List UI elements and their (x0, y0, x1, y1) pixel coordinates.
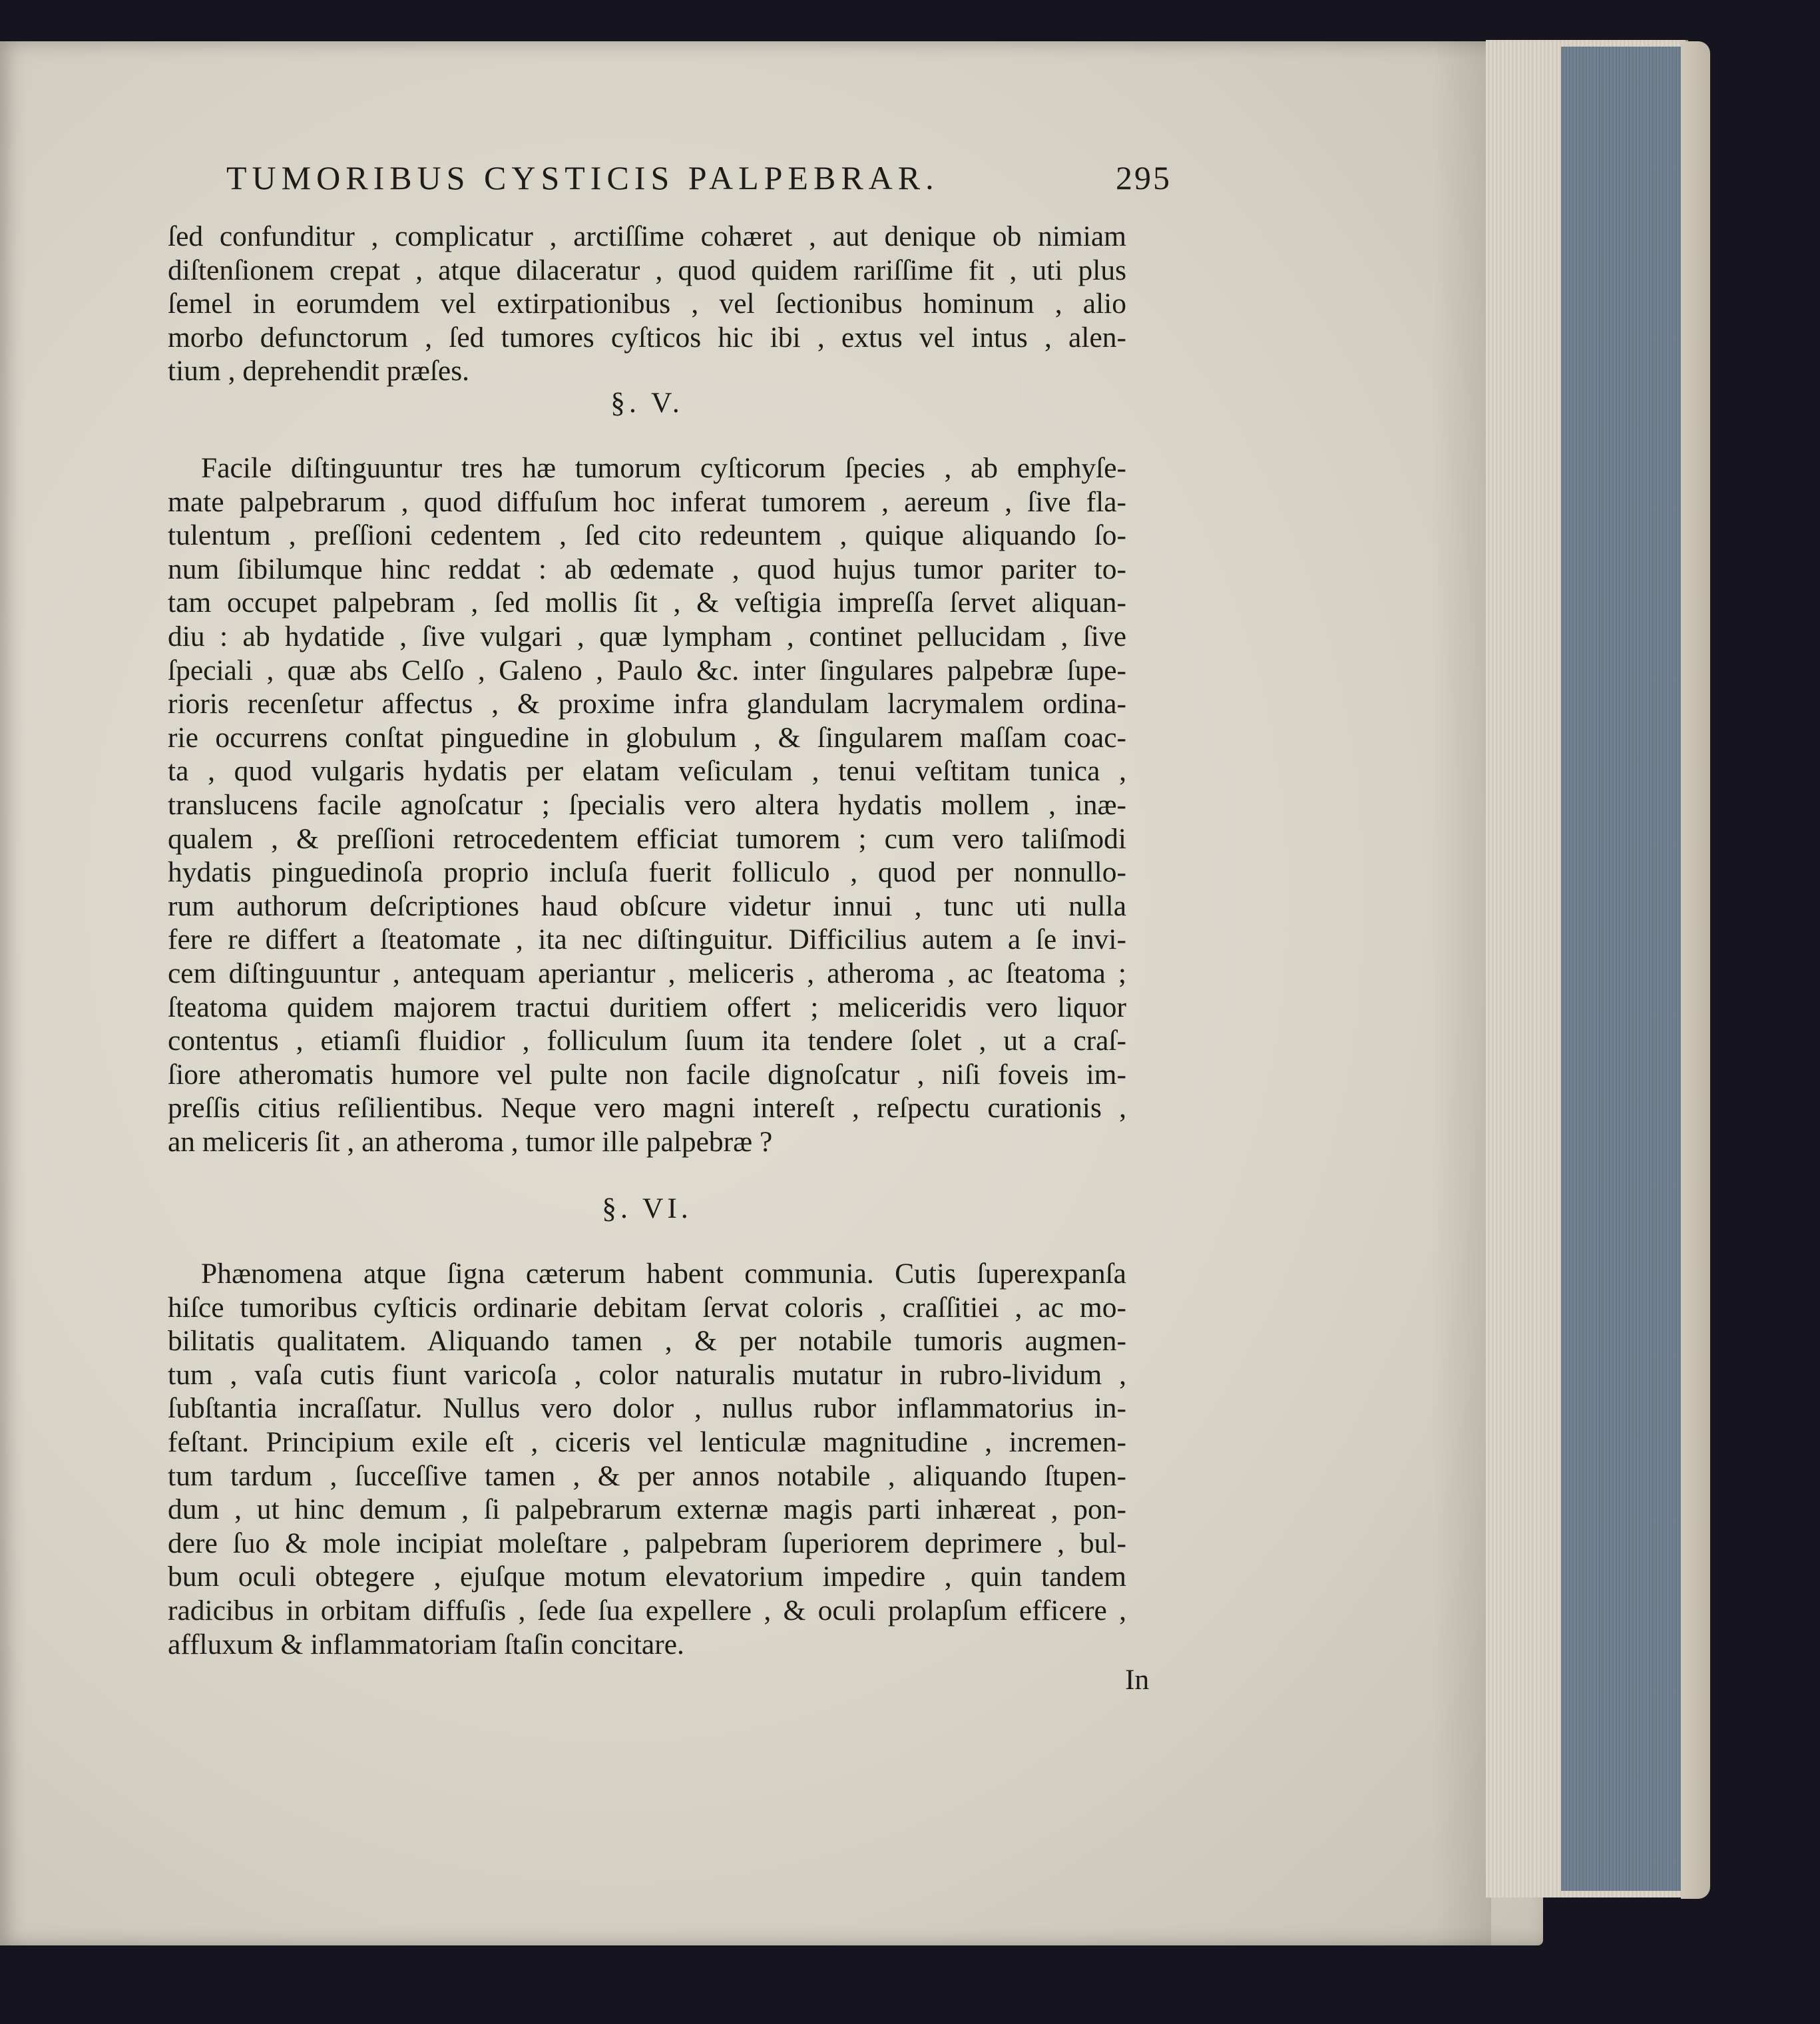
text-line: rum authorum deſcriptiones haud obſcure videtur innui , tunc uti nulla (168, 889, 1126, 922)
page-number: 295 (1116, 159, 1172, 196)
text-line: contentus , etiamſi fluidior , folliculum ſuum ita tendere ſolet , ut a craſ- (168, 1025, 1126, 1057)
text-line: dere ſuo & mole incipiat moleſtare , palpebram ſuperiorem deprimere , bul- (168, 1527, 1126, 1559)
text-line: feſtant. Principium exile eſt , ciceris vel lenticulæ magnitudine , incremen- (168, 1425, 1126, 1458)
text-line: bum oculi obtegere , ejuſque motum elevatorium impedire , quin tandem (168, 1561, 1126, 1593)
text-line: ſiore atheromatis humore vel pulte non facile dignoſcatur , niſi foveis im- (168, 1058, 1126, 1091)
text-line: tum , vaſa cutis fiunt varicoſa , color naturalis mutatur in rubro-lividum , (168, 1358, 1126, 1391)
text-line: tium , deprehendit præſes. (168, 355, 470, 387)
page-curve-shadow (1431, 41, 1491, 1945)
section-heading-v: §. V. (610, 387, 684, 419)
text-line: morbo defunctorum , ſed tumores cyſticos hic ibi , extus vel intus , alen- (168, 321, 1126, 354)
book-cover-edge (1681, 41, 1710, 1899)
text-line: rioris recenſetur affectus , & proxime infra glandulam lacrymalem ordina- (168, 688, 1126, 720)
text-line: num ſibilumque hinc reddat : ab œdemate , quod hujus tumor pariter to- (168, 553, 1126, 585)
text-line: ſemel in eorumdem vel extirpationibus , vel ſectionibus hominum , alio (168, 288, 1126, 320)
text-line: cem diſtinguuntur , antequam aperiantur , meliceris , atheroma , ac ſteatoma ; (168, 957, 1126, 989)
text-line: hiſce tumoribus cyſticis ordinarie debitam ſervat coloris , craſſitiei , ac mo- (168, 1291, 1126, 1324)
paragraph-section-v (168, 451, 1126, 1158)
text-line: Facile diſtinguuntur tres hæ tumorum cyſticorum ſpecies , ab emphyſe- (201, 452, 1126, 484)
paragraph-continued (168, 220, 1126, 388)
text-line: preſſis citius reſilientibus. Neque vero magni intereſt , reſpectu curationis , (168, 1092, 1126, 1125)
text-line: tum tardum , ſucceſſive tamen , & per annos notabile , aliquando ſtupen- (168, 1459, 1126, 1492)
text-line: tulentum , preſſioni cedentem , ſed cito redeuntem , quique aliquando ſo- (168, 519, 1126, 552)
running-header (226, 158, 1172, 197)
text-line: fere re differt a ſteatomate , ita nec diſtinguitur. Difficilius autem a ſe invi- (168, 923, 1126, 956)
section-heading-vi: §. VI. (602, 1192, 692, 1224)
catchword: In (1125, 1664, 1150, 1696)
paragraph-section-vi (168, 1257, 1126, 1661)
text-line: diu : ab hydatide , ſive vulgari , quæ lympham , continet pellucidam , ſive (168, 620, 1126, 652)
text-line: mate palpebrarum , quod diffuſum hoc inferat tumorem , aereum , ſive fla- (168, 485, 1126, 518)
text-line: tam occupet palpebram , ſed mollis ſit , & veſtigia impreſſa ſervet aliquan- (168, 587, 1126, 619)
text-line: rie occurrens conſtat pinguedine in globulum , & ſingularem maſſam coac- (168, 721, 1126, 754)
text-line: qualem , & preſſioni retrocedentem efficiat tumorem ; cum vero taliſmodi (168, 822, 1126, 855)
text-line: ſed confunditur , complicatur , arctiſſime cohæret , aut denique ob nimiam (168, 220, 1126, 252)
text-line: Phænomena atque ſigna cæterum habent communia. Cutis ſuperexpanſa (201, 1258, 1126, 1290)
text-line: bilitatis qualitatem. Aliquando tamen , & per notabile tumoris augmen- (168, 1325, 1126, 1358)
text-line: ſteatoma quidem majorem tractui duritiem offert ; meliceridis vero liquor (168, 991, 1126, 1023)
text-line: affluxum & inflammatoriam ſtaſin concitare. (168, 1628, 684, 1660)
running-title: TUMORIBUS CYSTICIS PALPEBRAR. (226, 159, 939, 196)
text-line: ſpeciali , quæ abs Celſo , Galeno , Paulo &c. inter ſingulares palpebræ ſupe- (168, 654, 1126, 686)
text-line: diſtenſionem crepat , atque dilaceratur , quod quidem rariſſime fit , uti plus (168, 254, 1126, 286)
text-line: radicibus in orbitam diffuſis , ſede ſua expellere , & oculi prolapſum efficere , (168, 1594, 1126, 1627)
sprinkled-page-edges (1561, 47, 1681, 1891)
text-line: hydatis pinguedinoſa proprio incluſa fuerit folliculo , quod per nonnullo- (168, 856, 1126, 889)
text-line: an meliceris ſit , an atheroma , tumor ille palpebræ ? (168, 1125, 773, 1158)
text-line: ta , quod vulgaris hydatis per elatam veſiculam , tenui veſtitam tunica , (168, 755, 1126, 788)
text-line: dum , ut hinc demum , ſi palpebrarum externæ magis parti inhæreat , pon- (168, 1493, 1126, 1526)
text-line: translucens facile agnoſcatur ; ſpecialis vero altera hydatis mollem , inæ- (168, 788, 1126, 821)
text-line: ſubſtantia incraſſatur. Nullus vero dolor , nullus rubor inflammatorius in- (168, 1392, 1126, 1425)
